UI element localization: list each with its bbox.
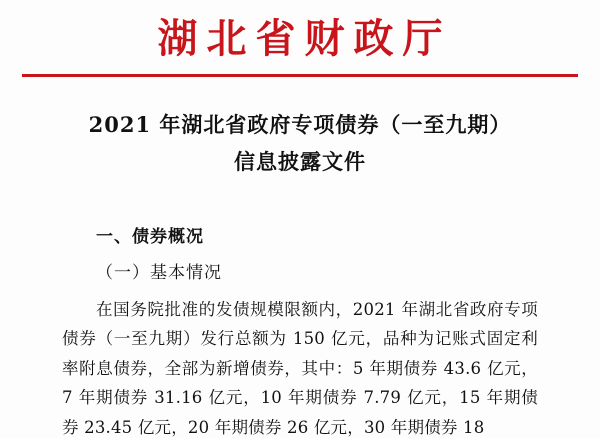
body-paragraph: 在国务院批准的发债规模限额内，2021 年湖北省政府专项债券（一至九期）发行总额为 150 亿元，品种为记账式固定利率附息债券，全部为新增债券，其中：5 年期债券 43.6 亿元，7 年期债券 31.16 亿元，10 年期债券 7.79 亿元，15 年期债券 23.45 亿元，20 年期债券 26 亿元，30 年期债券 18 [62, 300, 538, 437]
document-body [0, 221, 600, 442]
masthead-divider [22, 74, 578, 77]
page-title-line-1: 2021 年湖北省政府专项债券（一至九期） [88, 112, 512, 137]
masthead [0, 0, 600, 77]
issuer-name: 湖北省财政厅 [157, 15, 452, 62]
subsection-heading: （一）基本情况 [96, 262, 222, 283]
section-heading: 一、债券概况 [96, 226, 204, 247]
page-title-line-2: 信息披露文件 [234, 148, 366, 174]
page-title [0, 107, 600, 181]
